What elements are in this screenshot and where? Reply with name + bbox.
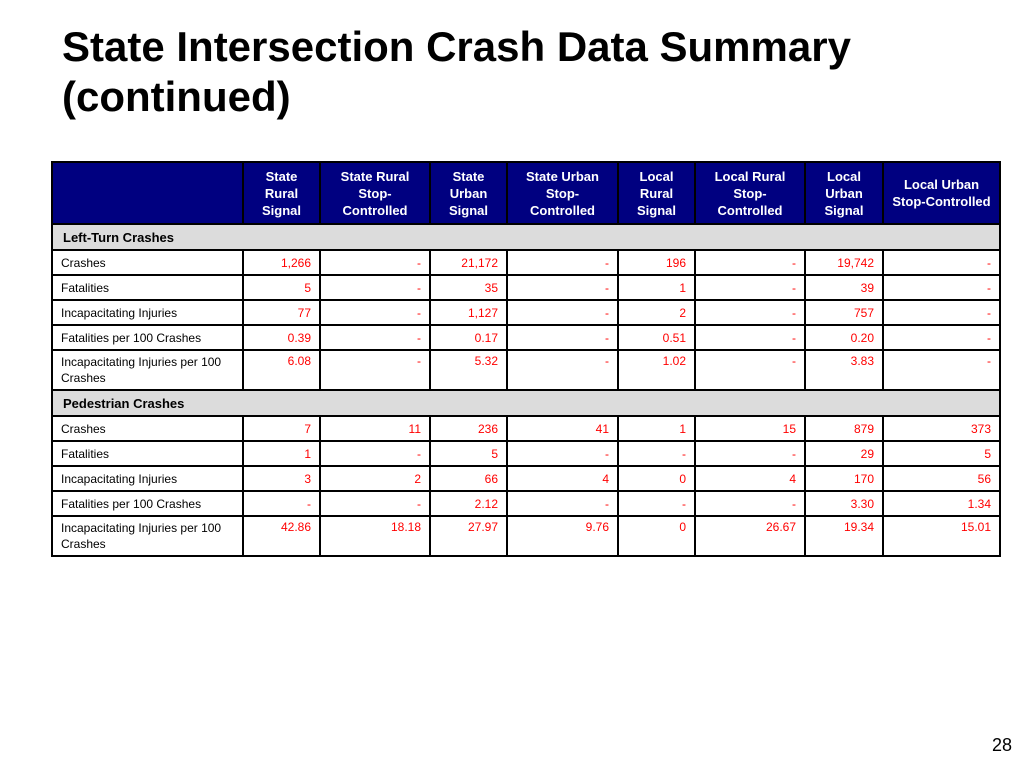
column-header: State Rural Signal	[243, 162, 320, 224]
table-row	[52, 325, 1000, 350]
slide-title-line-2: (continued)	[62, 73, 291, 120]
column-header: Local Rural Stop-Controlled	[695, 162, 805, 224]
value-cell: 373	[883, 416, 1000, 441]
value-cell: 5	[430, 441, 507, 466]
value-cell: 1	[618, 416, 695, 441]
value-cell: -	[695, 275, 805, 300]
table-header-row	[52, 162, 1000, 224]
value-cell: 1.34	[883, 491, 1000, 516]
section-title: Left-Turn Crashes	[52, 224, 1000, 250]
row-label: Fatalities	[52, 441, 243, 466]
value-cell: 3.83	[805, 350, 883, 390]
value-cell: 5.32	[430, 350, 507, 390]
value-cell: 15	[695, 416, 805, 441]
value-cell: 0	[618, 516, 695, 556]
value-cell: 0.17	[430, 325, 507, 350]
value-cell: -	[883, 300, 1000, 325]
crash-data-table	[51, 161, 1001, 557]
value-cell: 2.12	[430, 491, 507, 516]
value-cell: 27.97	[430, 516, 507, 556]
value-cell: 19.34	[805, 516, 883, 556]
value-cell: -	[320, 441, 430, 466]
column-header: Local Urban Signal	[805, 162, 883, 224]
slide-title	[62, 22, 982, 122]
value-cell: 9.76	[507, 516, 618, 556]
value-cell: -	[618, 491, 695, 516]
value-cell: 56	[883, 466, 1000, 491]
value-cell: 4	[507, 466, 618, 491]
table-row	[52, 441, 1000, 466]
value-cell: -	[695, 441, 805, 466]
column-header: Local Rural Signal	[618, 162, 695, 224]
table-row	[52, 416, 1000, 441]
value-cell: -	[883, 350, 1000, 390]
value-cell: 0	[618, 466, 695, 491]
table-row	[52, 275, 1000, 300]
column-header: State Urban Stop-Controlled	[507, 162, 618, 224]
value-cell: 66	[430, 466, 507, 491]
table-row	[52, 491, 1000, 516]
value-cell: 1,127	[430, 300, 507, 325]
value-cell: -	[695, 300, 805, 325]
value-cell: 1.02	[618, 350, 695, 390]
table-row	[52, 250, 1000, 275]
row-label: Crashes	[52, 416, 243, 441]
row-label: Incapacitating Injuries per 100 Crashes	[52, 516, 243, 556]
value-cell: 0.39	[243, 325, 320, 350]
row-label: Incapacitating Injuries per 100 Crashes	[52, 350, 243, 390]
section-header-row	[52, 224, 1000, 250]
value-cell: 2	[618, 300, 695, 325]
page-number: 28	[991, 735, 1012, 755]
value-cell: 170	[805, 466, 883, 491]
section-header-row	[52, 390, 1000, 416]
value-cell: 15.01	[883, 516, 1000, 556]
value-cell: -	[243, 491, 320, 516]
row-label: Incapacitating Injuries	[52, 466, 243, 491]
value-cell: 1	[243, 441, 320, 466]
value-cell: -	[320, 325, 430, 350]
value-cell: 77	[243, 300, 320, 325]
value-cell: 3	[243, 466, 320, 491]
value-cell: 5	[243, 275, 320, 300]
header-corner-cell	[52, 162, 243, 224]
section-title: Pedestrian Crashes	[52, 390, 1000, 416]
table-body	[52, 224, 1000, 556]
value-cell: -	[507, 275, 618, 300]
table-row	[52, 516, 1000, 556]
value-cell: 879	[805, 416, 883, 441]
value-cell: 3.30	[805, 491, 883, 516]
value-cell: 35	[430, 275, 507, 300]
value-cell: 21,172	[430, 250, 507, 275]
value-cell: 19,742	[805, 250, 883, 275]
value-cell: -	[883, 250, 1000, 275]
value-cell: 757	[805, 300, 883, 325]
value-cell: -	[507, 300, 618, 325]
value-cell: 41	[507, 416, 618, 441]
column-header: State Rural Stop-Controlled	[320, 162, 430, 224]
value-cell: 6.08	[243, 350, 320, 390]
value-cell: -	[507, 441, 618, 466]
value-cell: -	[320, 300, 430, 325]
value-cell: -	[320, 250, 430, 275]
column-header: Local Urban Stop-Controlled	[883, 162, 1000, 224]
value-cell: -	[883, 275, 1000, 300]
value-cell: 236	[430, 416, 507, 441]
value-cell: 5	[883, 441, 1000, 466]
row-label: Fatalities per 100 Crashes	[52, 325, 243, 350]
value-cell: 0.51	[618, 325, 695, 350]
value-cell: -	[695, 250, 805, 275]
row-label: Fatalities	[52, 275, 243, 300]
value-cell: 1,266	[243, 250, 320, 275]
slide-title-line-1: State Intersection Crash Data Summary	[62, 23, 851, 70]
value-cell: -	[320, 350, 430, 390]
value-cell: -	[507, 325, 618, 350]
table-row	[52, 466, 1000, 491]
value-cell: 7	[243, 416, 320, 441]
value-cell: -	[320, 491, 430, 516]
value-cell: 39	[805, 275, 883, 300]
value-cell: 196	[618, 250, 695, 275]
value-cell: -	[507, 250, 618, 275]
value-cell: -	[695, 491, 805, 516]
row-label: Incapacitating Injuries	[52, 300, 243, 325]
value-cell: -	[695, 325, 805, 350]
value-cell: 0.20	[805, 325, 883, 350]
value-cell: 4	[695, 466, 805, 491]
value-cell: -	[618, 441, 695, 466]
value-cell: 2	[320, 466, 430, 491]
value-cell: -	[507, 350, 618, 390]
value-cell: -	[695, 350, 805, 390]
value-cell: -	[883, 325, 1000, 350]
value-cell: 42.86	[243, 516, 320, 556]
table-row	[52, 350, 1000, 390]
row-label: Crashes	[52, 250, 243, 275]
value-cell: -	[320, 275, 430, 300]
value-cell: 18.18	[320, 516, 430, 556]
value-cell: -	[507, 491, 618, 516]
value-cell: 29	[805, 441, 883, 466]
column-header: State Urban Signal	[430, 162, 507, 224]
value-cell: 1	[618, 275, 695, 300]
value-cell: 11	[320, 416, 430, 441]
table-row	[52, 300, 1000, 325]
row-label: Fatalities per 100 Crashes	[52, 491, 243, 516]
value-cell: 26.67	[695, 516, 805, 556]
